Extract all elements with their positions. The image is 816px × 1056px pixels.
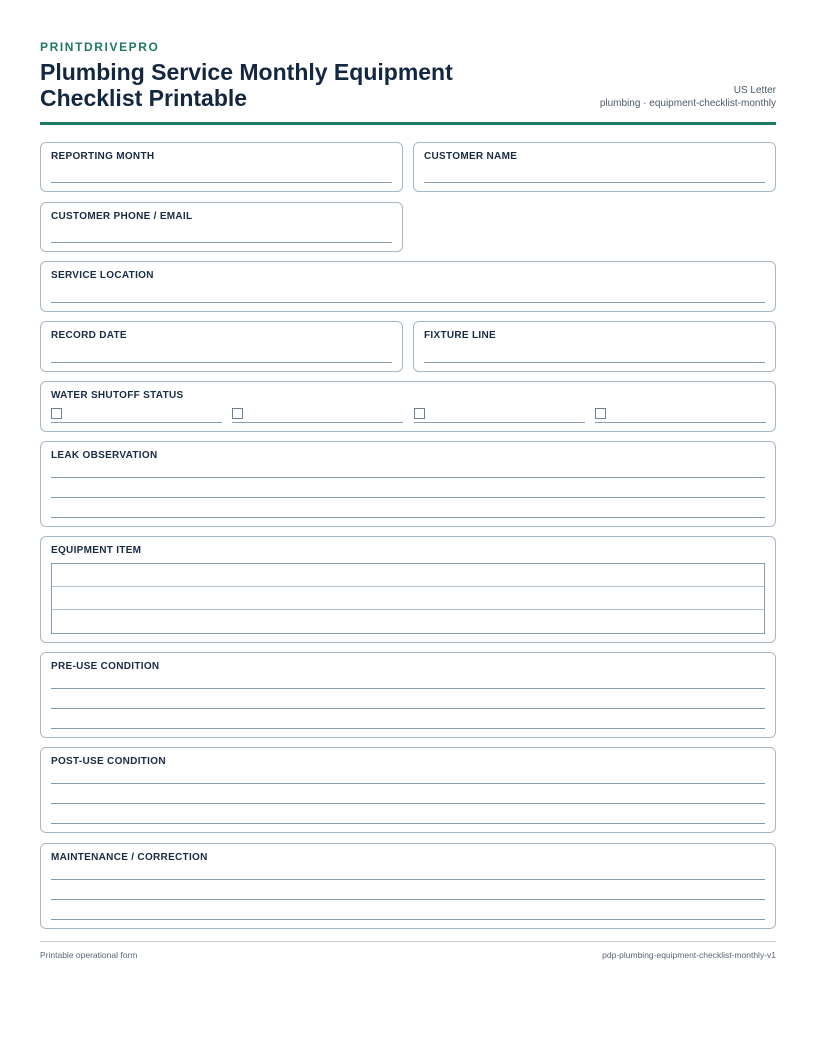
- record-date-field: [40, 321, 403, 372]
- footer-divider: [40, 941, 776, 942]
- post-use-line-2[interactable]: [51, 803, 765, 804]
- table-row[interactable]: [52, 587, 764, 610]
- fixture-line-field: [413, 321, 776, 372]
- fixture-line-input[interactable]: [424, 362, 765, 363]
- shutoff-checkbox-2[interactable]: [232, 408, 243, 419]
- equipment-table: [51, 563, 765, 634]
- service-location-label: SERVICE LOCATION: [51, 270, 154, 281]
- leak-observation-label: LEAK OBSERVATION: [51, 450, 158, 461]
- maintenance-correction-field: [40, 843, 776, 929]
- leak-observation-field: [40, 441, 776, 527]
- leak-observation-line-1[interactable]: [51, 477, 765, 478]
- customer-name-field: [413, 142, 776, 192]
- shutoff-checkbox-1[interactable]: [51, 408, 62, 419]
- water-shutoff-label: WATER SHUTOFF STATUS: [51, 390, 184, 401]
- form-slug: plumbing · equipment-checklist-monthly: [599, 98, 776, 109]
- brand-name: PRINTDRIVEPRO: [40, 40, 160, 54]
- pre-use-line-3[interactable]: [51, 728, 765, 729]
- customer-contact-field: [40, 202, 403, 252]
- shutoff-option-line-1[interactable]: [51, 422, 222, 423]
- reporting-month-field: [40, 142, 403, 192]
- table-row[interactable]: [52, 610, 764, 633]
- leak-observation-line-3[interactable]: [51, 517, 765, 518]
- post-use-condition-label: POST-USE CONDITION: [51, 756, 166, 767]
- reporting-month-input[interactable]: [51, 182, 392, 183]
- post-use-line-1[interactable]: [51, 783, 765, 784]
- record-date-input[interactable]: [51, 362, 392, 363]
- post-use-condition-field: [40, 747, 776, 833]
- shutoff-option-1: [51, 408, 222, 424]
- shutoff-option-3: [414, 408, 585, 424]
- paper-size: US Letter: [733, 85, 776, 96]
- record-date-label: RECORD DATE: [51, 330, 127, 341]
- reporting-month-label: REPORTING MONTH: [51, 151, 155, 162]
- customer-name-input[interactable]: [424, 182, 765, 183]
- maintenance-line-2[interactable]: [51, 899, 765, 900]
- fixture-line-label: FIXTURE LINE: [424, 330, 496, 341]
- shutoff-checkbox-4[interactable]: [595, 408, 606, 419]
- service-location-input[interactable]: [51, 302, 765, 303]
- page-meta: [600, 84, 776, 110]
- maintenance-line-3[interactable]: [51, 919, 765, 920]
- pre-use-condition-field: [40, 652, 776, 738]
- customer-contact-input[interactable]: [51, 242, 392, 243]
- service-location-field: [40, 261, 776, 312]
- maintenance-line-1[interactable]: [51, 879, 765, 880]
- post-use-line-3[interactable]: [51, 823, 765, 824]
- footer-form-id: pdp-plumbing-equipment-checklist-monthly-v1: [602, 950, 776, 960]
- shutoff-option-line-2[interactable]: [232, 422, 403, 423]
- shutoff-option-2: [232, 408, 403, 424]
- maintenance-correction-label: MAINTENANCE / CORRECTION: [51, 852, 208, 863]
- page-title: Plumbing Service Monthly Equipment Checklist Printable: [40, 59, 453, 111]
- pre-use-condition-label: PRE-USE CONDITION: [51, 661, 160, 672]
- shutoff-checkbox-3[interactable]: [414, 408, 425, 419]
- pre-use-line-2[interactable]: [51, 708, 765, 709]
- water-shutoff-field: [40, 381, 776, 432]
- pre-use-line-1[interactable]: [51, 688, 765, 689]
- footer-left: Printable operational form: [40, 950, 138, 960]
- equipment-item-field: [40, 536, 776, 643]
- table-row[interactable]: [52, 564, 764, 587]
- shutoff-option-4: [595, 408, 766, 424]
- shutoff-option-line-3[interactable]: [414, 422, 585, 423]
- header-divider: [40, 122, 776, 125]
- leak-observation-line-2[interactable]: [51, 497, 765, 498]
- customer-name-label: CUSTOMER NAME: [424, 151, 518, 162]
- customer-contact-label: CUSTOMER PHONE / EMAIL: [51, 211, 193, 222]
- equipment-item-label: EQUIPMENT ITEM: [51, 545, 142, 556]
- shutoff-option-line-4[interactable]: [595, 422, 766, 423]
